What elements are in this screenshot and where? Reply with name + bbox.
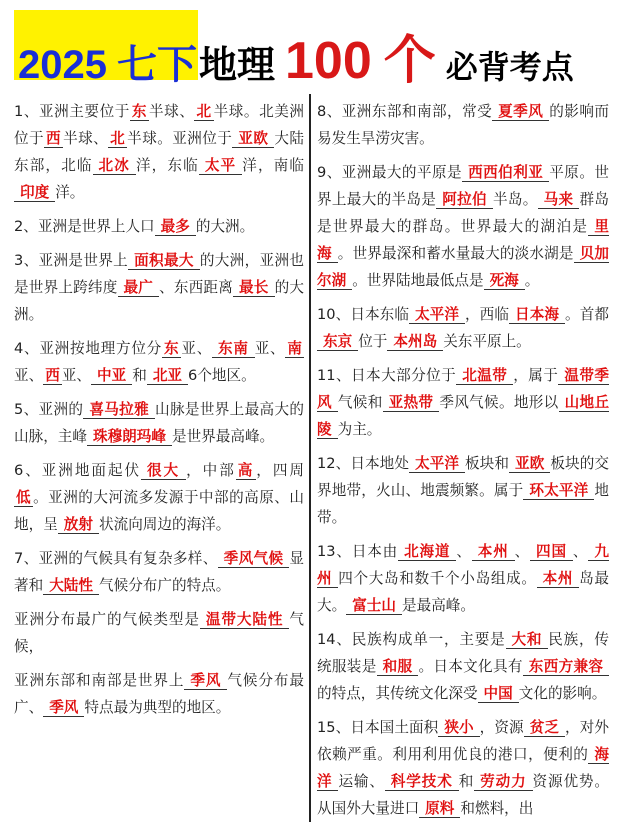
point-text: 12、日本地处 bbox=[317, 455, 409, 472]
point-text: 半球。北美洲位于 bbox=[14, 103, 304, 147]
answer-blank: 季风 bbox=[184, 672, 227, 690]
answer-blank: 珠穆朗玛峰 bbox=[87, 428, 172, 446]
point-item bbox=[317, 362, 609, 443]
point-item bbox=[14, 457, 304, 538]
point-text: 特点最为典型的地区。 bbox=[84, 699, 231, 716]
point-text: 半球、 bbox=[149, 103, 195, 120]
point-text: 亚、 bbox=[61, 367, 92, 384]
point-text: 半球、 bbox=[63, 130, 109, 147]
point-item bbox=[317, 301, 609, 355]
point-text: 的大洲，亚洲也是世界上跨纬度 bbox=[14, 252, 304, 296]
point-text: 14、民族构成单一，主要是 bbox=[317, 631, 506, 648]
point-text: 亚洲东部和南部是世界上 bbox=[14, 672, 185, 689]
answer-blank: 北亚 bbox=[147, 367, 188, 385]
answer-blank: 阿拉伯 bbox=[436, 191, 493, 209]
point-text: ，资源 bbox=[479, 719, 524, 736]
answer-blank: 低 bbox=[16, 489, 32, 506]
answer-blank: 西 bbox=[45, 367, 60, 384]
answer-blank: 很大 bbox=[141, 462, 186, 480]
point-text: 岛最大。 bbox=[317, 570, 609, 614]
point-text: 7、亚洲的气候具有复杂多样、 bbox=[14, 550, 218, 567]
answer-blank: 和服 bbox=[377, 658, 419, 676]
point-text: 为主。 bbox=[337, 421, 382, 438]
point-text: 10、日本东临 bbox=[317, 306, 409, 323]
answer-blank: 狭小 bbox=[438, 719, 479, 737]
answer-blank: 东 bbox=[164, 340, 180, 357]
point-text: 、东西距离 bbox=[159, 279, 233, 296]
point-text: 9、亚洲最大的平原是 bbox=[317, 164, 463, 181]
point-text: 气候分布广的特点。 bbox=[99, 577, 231, 594]
point-text: 和燃料，出 bbox=[460, 800, 534, 817]
answer-blank: 季风气候 bbox=[218, 550, 290, 568]
point-text: 和 bbox=[458, 773, 475, 790]
point-text: 亚、 bbox=[254, 340, 286, 357]
answer-blank: 温带季风 bbox=[317, 367, 609, 411]
answer-blank: 亚欧 bbox=[232, 130, 274, 148]
answer-blank: 东 bbox=[131, 103, 148, 120]
point-text: 5、亚洲的 bbox=[14, 401, 84, 418]
answer-blank: 中国 bbox=[478, 685, 519, 703]
answer-blank: 中亚 bbox=[91, 367, 132, 385]
answer-blank: 科学技术 bbox=[385, 773, 459, 791]
answer-blank: 高 bbox=[237, 462, 255, 479]
point-text: 亚、 bbox=[14, 367, 44, 384]
answer-blank: 东西方兼容 bbox=[523, 658, 609, 676]
answer-blank: 海洋 bbox=[317, 746, 609, 790]
point-text: 山脉是世界上最高大的山脉，主峰 bbox=[14, 401, 304, 445]
answer-blank: 北冰 bbox=[93, 157, 136, 175]
point-text: 气候和 bbox=[337, 394, 383, 411]
point-text: 板块和 bbox=[465, 455, 510, 472]
answer-blank: 喜马拉雅 bbox=[83, 401, 155, 419]
point-text: 。世界陆地最低点是 bbox=[352, 272, 484, 289]
left-column bbox=[8, 94, 311, 822]
point-text: 群岛是世界最大的群岛。世界最大的湖泊是 bbox=[317, 191, 609, 235]
point-text: 8、亚洲东部和南部，常受 bbox=[317, 103, 493, 120]
point-item bbox=[14, 335, 304, 389]
point-text: 半球。亚洲位于 bbox=[127, 130, 233, 147]
point-text: 亚洲分布最广的气候类型是 bbox=[14, 611, 200, 628]
point-text: 显著和 bbox=[14, 550, 304, 594]
answer-blank: 马来 bbox=[538, 191, 580, 209]
answer-blank: 死海 bbox=[484, 272, 525, 290]
title-grade: 七下 bbox=[116, 43, 197, 87]
point-text: 。世界最深和蓄水量最大的淡水湖是 bbox=[337, 245, 574, 262]
point-text: 四个大岛和数千个小岛组成。 bbox=[338, 570, 537, 587]
point-text: 6、亚洲地面起伏 bbox=[14, 462, 142, 479]
point-text: 、 bbox=[514, 543, 531, 560]
point-text: 民族，传统服装是 bbox=[317, 631, 609, 675]
point-item bbox=[317, 450, 609, 531]
answer-blank: 南 bbox=[287, 340, 302, 357]
point-text: 11、日本大部分位于 bbox=[317, 367, 457, 384]
point-text: 是世界最高峰。 bbox=[171, 428, 275, 445]
title-number: 100 bbox=[285, 32, 372, 90]
point-text: 2、亚洲是世界上人口 bbox=[14, 218, 155, 235]
answer-blank: 北 bbox=[110, 130, 126, 147]
answer-blank: 最广 bbox=[118, 279, 160, 297]
title-year: 2025 bbox=[18, 43, 107, 87]
point-text: 、 bbox=[572, 543, 589, 560]
answer-blank: 印度 bbox=[14, 184, 55, 202]
title-measure: 个 bbox=[383, 32, 436, 90]
point-text: 的特点，其传统文化深受 bbox=[317, 685, 478, 702]
point-text: 的大洲。 bbox=[14, 279, 304, 323]
point-text: 气候， bbox=[14, 611, 304, 655]
answer-blank: 山地丘陵 bbox=[317, 394, 609, 438]
answer-blank: 里海 bbox=[317, 218, 609, 262]
point-text: 状流向周边的海洋。 bbox=[99, 516, 231, 533]
point-item bbox=[317, 159, 609, 294]
point-text: 4、亚洲按地理方位分 bbox=[14, 340, 163, 357]
point-item bbox=[317, 626, 609, 707]
point-item bbox=[317, 538, 609, 619]
answer-blank: 西 bbox=[46, 130, 62, 147]
point-text: 1、亚洲主要位于 bbox=[14, 103, 130, 120]
point-text: 亚、 bbox=[181, 340, 213, 357]
point-item bbox=[14, 213, 304, 240]
answer-blank: 大和 bbox=[506, 631, 549, 649]
answer-blank: 放射 bbox=[58, 516, 99, 534]
point-text: 洋，南临 bbox=[242, 157, 304, 174]
answer-blank: 最长 bbox=[233, 279, 275, 297]
answer-blank: 本州 bbox=[472, 543, 515, 561]
point-text: 和 bbox=[132, 367, 147, 384]
page-header bbox=[0, 0, 622, 92]
point-text: 。首都 bbox=[565, 306, 609, 323]
right-column bbox=[311, 94, 614, 822]
point-text: 。日本文化具有 bbox=[418, 658, 523, 675]
point-text: 半岛。 bbox=[492, 191, 538, 208]
point-item bbox=[14, 396, 304, 450]
answer-blank: 最多 bbox=[155, 218, 196, 236]
point-text: 地带。 bbox=[317, 482, 609, 526]
answer-blank: 东京 bbox=[317, 333, 358, 351]
point-text: 资源优势。从国外大量进口 bbox=[317, 773, 609, 817]
answer-blank: 太平洋 bbox=[409, 455, 465, 473]
answer-blank: 亚热带 bbox=[383, 394, 440, 412]
point-text: 文化的影响。 bbox=[518, 685, 607, 702]
point-text: 运输、 bbox=[338, 773, 385, 790]
answer-blank: 北温带 bbox=[456, 367, 513, 385]
answer-blank: 环太平洋 bbox=[523, 482, 594, 500]
point-item bbox=[317, 98, 609, 152]
answer-blank: 贝加尔湖 bbox=[317, 245, 609, 289]
content-area bbox=[8, 94, 614, 822]
point-text: 的影响而易发生旱涝灾害。 bbox=[317, 103, 609, 147]
answer-blank: 温带大陆性 bbox=[200, 611, 289, 629]
answer-blank: 北 bbox=[196, 103, 212, 120]
answer-blank: 四国 bbox=[530, 543, 573, 561]
point-text: 13、日本由 bbox=[317, 543, 399, 560]
point-text: 是最高峰。 bbox=[402, 597, 475, 614]
answer-blank: 大陆性 bbox=[43, 577, 99, 595]
point-item bbox=[14, 247, 304, 328]
point-text: ，属于 bbox=[513, 367, 559, 384]
point-text: ，四周 bbox=[256, 462, 304, 479]
point-text: 、 bbox=[456, 543, 472, 560]
point-text: 气候分布最广、 bbox=[14, 672, 304, 716]
answer-blank: 夏季风 bbox=[492, 103, 549, 121]
answer-blank: 太平洋 bbox=[409, 306, 465, 324]
point-text: 3、亚洲是世界上 bbox=[14, 252, 129, 269]
title-suffix: 必背考点 bbox=[445, 48, 574, 86]
point-text: 6个地区。 bbox=[188, 367, 256, 384]
answer-blank: 太平 bbox=[199, 157, 242, 175]
point-text: ，西临 bbox=[465, 306, 510, 323]
answer-blank: 日本海 bbox=[509, 306, 565, 324]
point-item bbox=[14, 606, 304, 660]
point-text: 位于 bbox=[358, 333, 388, 350]
point-text: 洋。 bbox=[55, 184, 85, 201]
answer-blank: 本州 bbox=[537, 570, 580, 588]
point-item bbox=[14, 667, 304, 721]
point-text: 15、日本国土面积 bbox=[317, 719, 439, 736]
point-text: 季风气候。地形以 bbox=[439, 394, 559, 411]
answer-blank: 季风 bbox=[43, 699, 84, 717]
point-text: 。 bbox=[524, 272, 540, 289]
answer-blank: 面积最大 bbox=[128, 252, 200, 270]
answer-blank: 西西伯利亚 bbox=[462, 164, 549, 182]
answer-blank: 九州 bbox=[317, 543, 609, 587]
point-text: 洋，东临 bbox=[135, 157, 199, 174]
answer-blank: 原料 bbox=[419, 800, 460, 818]
point-text: 关东平原上。 bbox=[443, 333, 531, 350]
page-title bbox=[18, 18, 574, 93]
point-text: 平原。世界上最大的半岛是 bbox=[317, 164, 609, 208]
title-subject: 地理 bbox=[198, 43, 275, 87]
point-item bbox=[317, 714, 609, 822]
point-text: ，对外依赖严重。利用利用优良的港口，便利的 bbox=[317, 719, 609, 763]
answer-blank: 亚欧 bbox=[509, 455, 550, 473]
answer-blank: 贫乏 bbox=[524, 719, 565, 737]
point-text: 大陆东部，北临 bbox=[14, 130, 304, 174]
point-text: ，中部 bbox=[186, 462, 236, 479]
answer-blank: 富士山 bbox=[346, 597, 402, 615]
answer-blank: 东南 bbox=[212, 340, 255, 358]
answer-blank: 北海道 bbox=[398, 543, 456, 561]
point-item bbox=[14, 98, 304, 206]
answer-blank: 本州岛 bbox=[387, 333, 443, 351]
answer-blank: 劳动力 bbox=[474, 773, 532, 791]
point-text: 。亚洲的大河流多发源于中部的高原、山地，呈 bbox=[14, 489, 304, 533]
point-item bbox=[14, 545, 304, 599]
point-text: 的大洲。 bbox=[195, 218, 255, 235]
point-text: 板块的交界地带，火山、地震频繁。属于 bbox=[317, 455, 609, 499]
